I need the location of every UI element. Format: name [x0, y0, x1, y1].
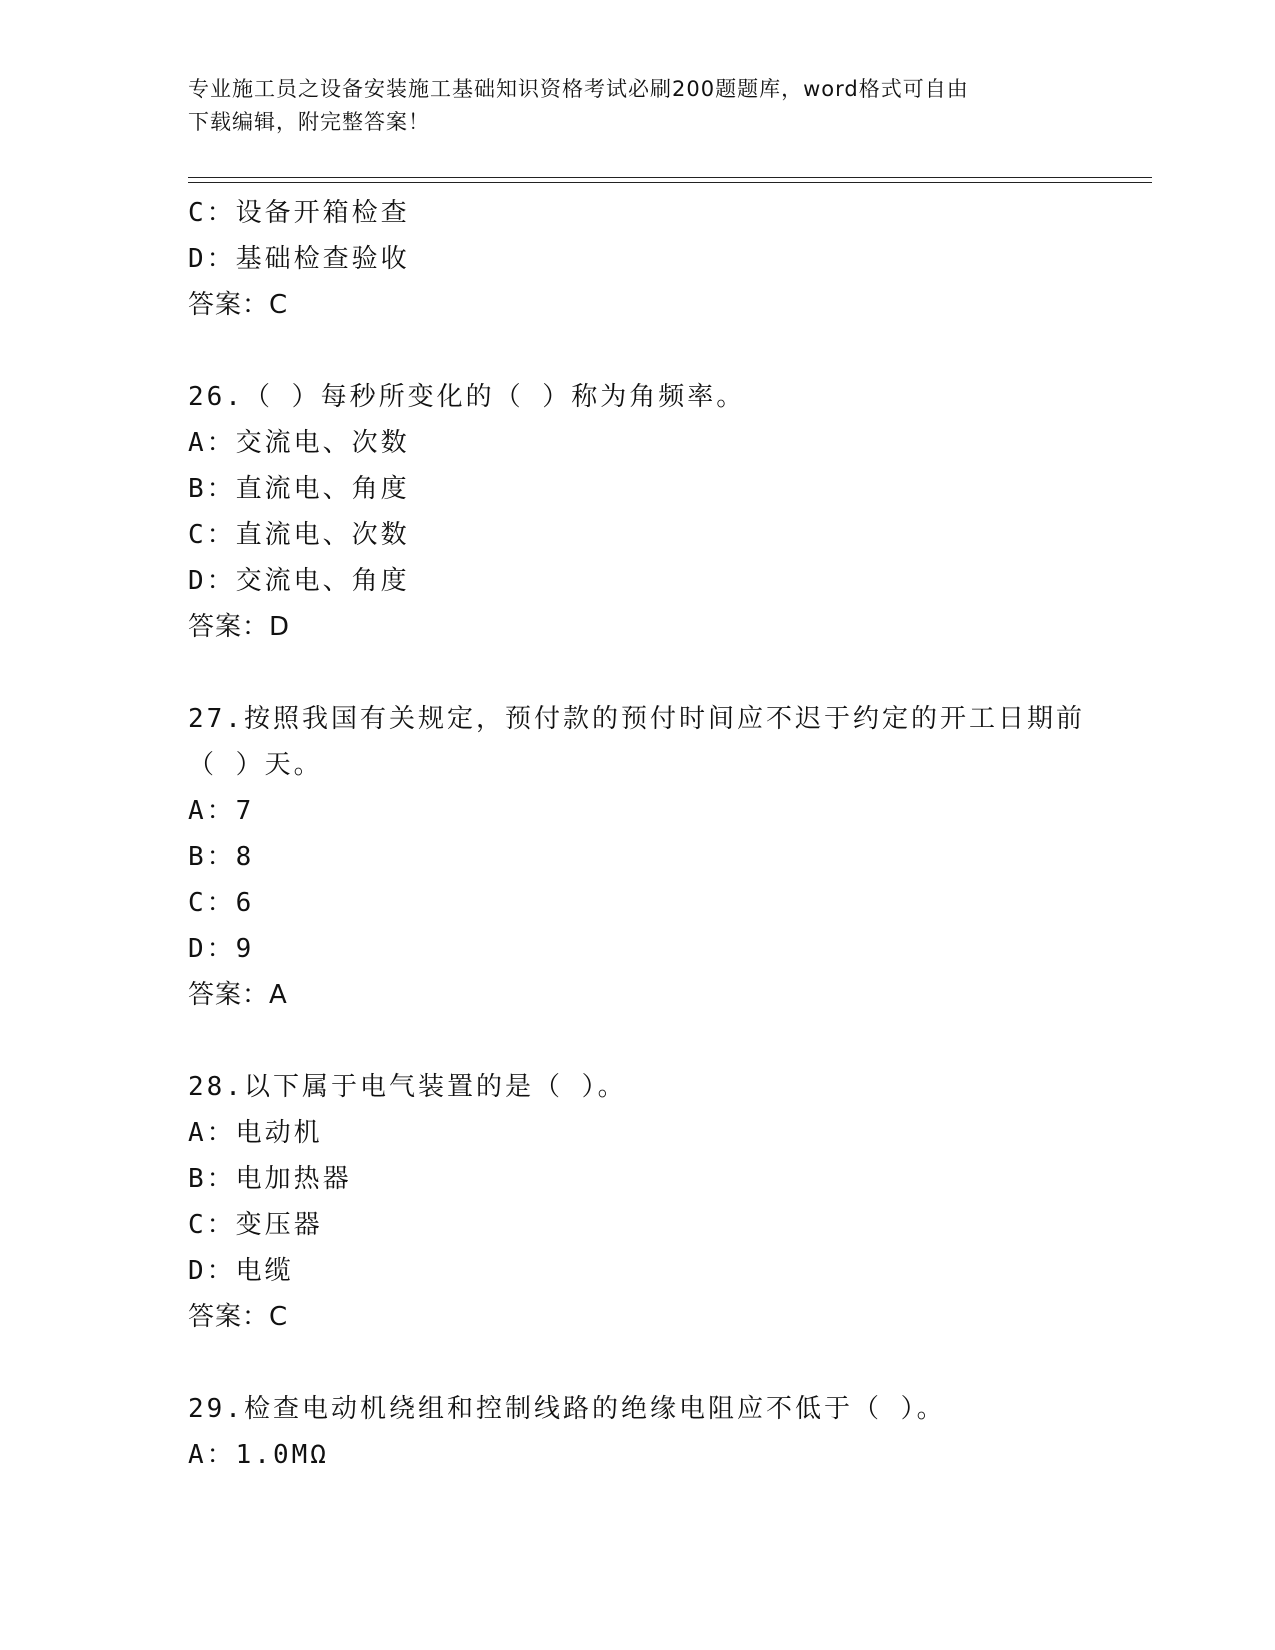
- option-c: C：变压器: [188, 1210, 323, 1240]
- header-line-2: 下载编辑，附完整答案！: [188, 110, 430, 134]
- spacer: [188, 1340, 1088, 1386]
- question-stem: 28.以下属于电气装置的是（ ）。: [188, 1072, 627, 1102]
- option-b: B：电加热器: [188, 1164, 352, 1194]
- option-c: C：设备开箱检查: [188, 198, 410, 228]
- option-b: B：直流电、角度: [188, 474, 410, 504]
- question-stem: 26.（ ）每秒所变化的（ ）称为角频率。: [188, 382, 746, 412]
- spacer: [188, 328, 1088, 374]
- option-d: D：9: [188, 934, 255, 964]
- option-b: B：8: [188, 842, 255, 872]
- option-d: D：交流电、角度: [188, 566, 410, 596]
- header-rule-top: [188, 177, 1152, 178]
- option-c: C：6: [188, 888, 255, 918]
- option-a: A：交流电、次数: [188, 428, 410, 458]
- header-rule-bottom: [188, 182, 1152, 183]
- option-d: D：基础检查验收: [188, 244, 410, 274]
- answer: 答案：A: [188, 980, 288, 1010]
- question-stem: 29.检查电动机绕组和控制线路的绝缘电阻应不低于（ ）。: [188, 1394, 946, 1424]
- spacer: [188, 1018, 1088, 1064]
- option-a: A：7: [188, 796, 255, 826]
- option-a: A：电动机: [188, 1118, 323, 1148]
- document-header: [188, 73, 1088, 139]
- question-content: [188, 190, 1088, 1478]
- option-d: D：电缆: [188, 1256, 294, 1286]
- question-stem: 27.按照我国有关规定，预付款的预付时间应不迟于约定的开工日期前: [188, 704, 1085, 734]
- option-a: A：1.0MΩ: [188, 1440, 329, 1470]
- option-c: C：直流电、次数: [188, 520, 410, 550]
- header-line-1: 专业施工员之设备安装施工基础知识资格考试必刷200题题库，word格式可自由: [188, 77, 969, 101]
- answer: 答案：C: [188, 290, 289, 320]
- question-stem-continued: （ ）天。: [188, 750, 323, 780]
- spacer: [188, 650, 1088, 696]
- answer: 答案：D: [188, 612, 291, 642]
- answer: 答案：C: [188, 1302, 289, 1332]
